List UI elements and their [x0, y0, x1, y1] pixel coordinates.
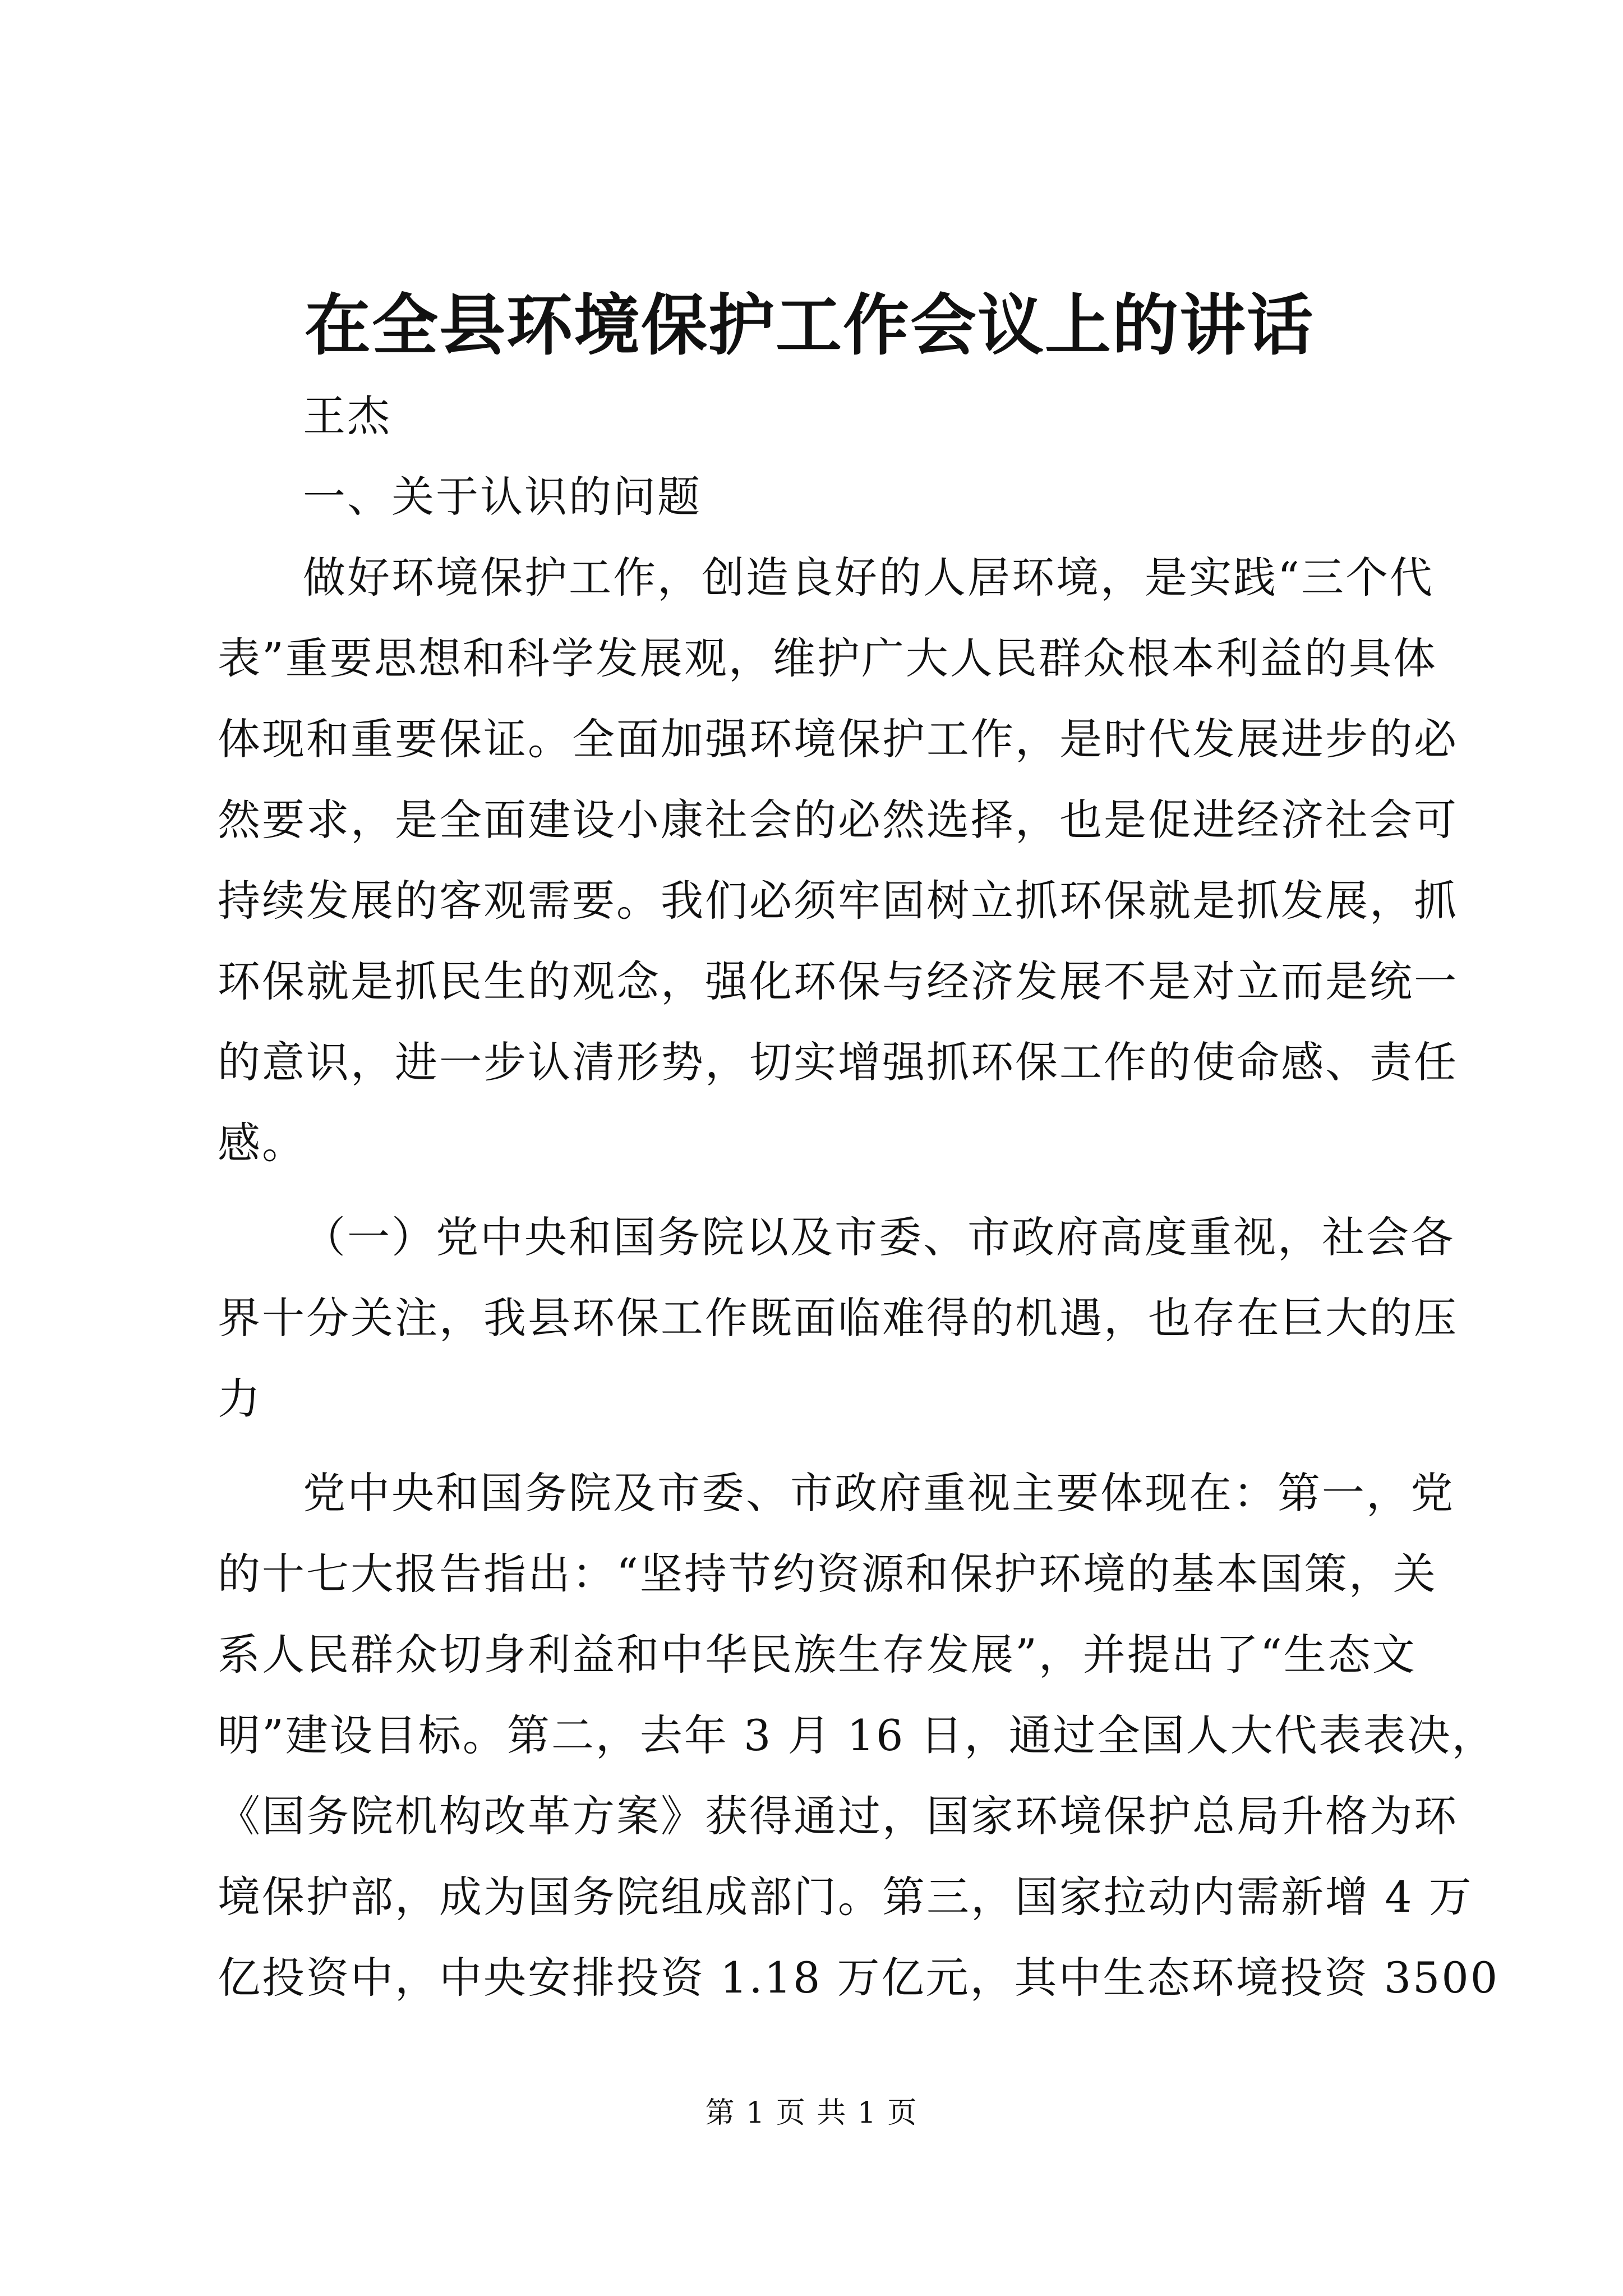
- paragraph-line: 做好环境保护工作，创造良好的人居环境，是实践“三个代: [303, 553, 1434, 602]
- paragraph-line: 的十七大报告指出：“坚持节约资源和保护环境的基本国策，关: [218, 1549, 1437, 1599]
- document-title: 在全县环境保护工作会议上的讲话: [304, 286, 1314, 364]
- author-name: 王杰: [303, 391, 391, 441]
- paragraph-line: 体现和重要保证。全面加强环境保护工作，是时代发展进步的必: [218, 714, 1458, 764]
- paragraph-1: [218, 537, 1458, 1184]
- subheading: [218, 1197, 1458, 1439]
- paragraph-line: 持续发展的客观需要。我们必须牢固树立抓环保就是抓发展，抓: [218, 876, 1458, 926]
- spacer: [218, 1184, 1435, 1197]
- paragraph-line: 党中央和国务院及市委、市政府重视主要体现在：第一，党: [303, 1468, 1455, 1518]
- subheading-line: 界十分关注，我县环保工作既面临难得的机遇，也存在巨大的压: [218, 1293, 1458, 1343]
- spacer: [218, 1439, 1435, 1453]
- paragraph-line: 环保就是抓民生的观念，强化环保与经济发展不是对立而是统一: [218, 956, 1458, 1006]
- page-number-footer: 第 1 页 共 1 页: [705, 2096, 918, 2130]
- paragraph-line: 境保护部，成为国务院组成部门。第三，国家拉动内需新增 4 万: [218, 1872, 1473, 1922]
- paragraph-line: 系人民群众切身利益和中华民族生存发展”，并提出了“生态文: [218, 1630, 1417, 1680]
- paragraph-line: 然要求，是全面建设小康社会的必然选择，也是促进经济社会可: [218, 795, 1458, 845]
- paragraph-line: 表”重要思想和科学发展观，维护广大人民群众根本利益的具体: [218, 633, 1437, 683]
- subheading-line: 力: [218, 1374, 262, 1424]
- section-heading: 一、关于认识的问题: [303, 472, 702, 522]
- paragraph-line: 感。: [218, 1118, 306, 1168]
- paragraph-line: 的意识，进一步认清形势，切实增强抓环保工作的使命感、责任: [218, 1037, 1458, 1087]
- document-body: [218, 280, 1500, 2018]
- subheading-line: （一）党中央和国务院以及市委、市政府高度重视，社会各: [303, 1212, 1455, 1262]
- paragraph-line: 《国务院机构改革方案》获得通过，国家环境保护总局升格为环: [218, 1791, 1458, 1841]
- paragraph-2: [218, 1453, 1500, 2018]
- paragraph-line: 亿投资中，中央安排投资 1.18 万亿元，其中生态环境投资 3500: [218, 1953, 1500, 2003]
- paragraph-line: 明”建设目标。第二，去年 3 月 16 日，通过全国人大代表表决，: [218, 1710, 1496, 1760]
